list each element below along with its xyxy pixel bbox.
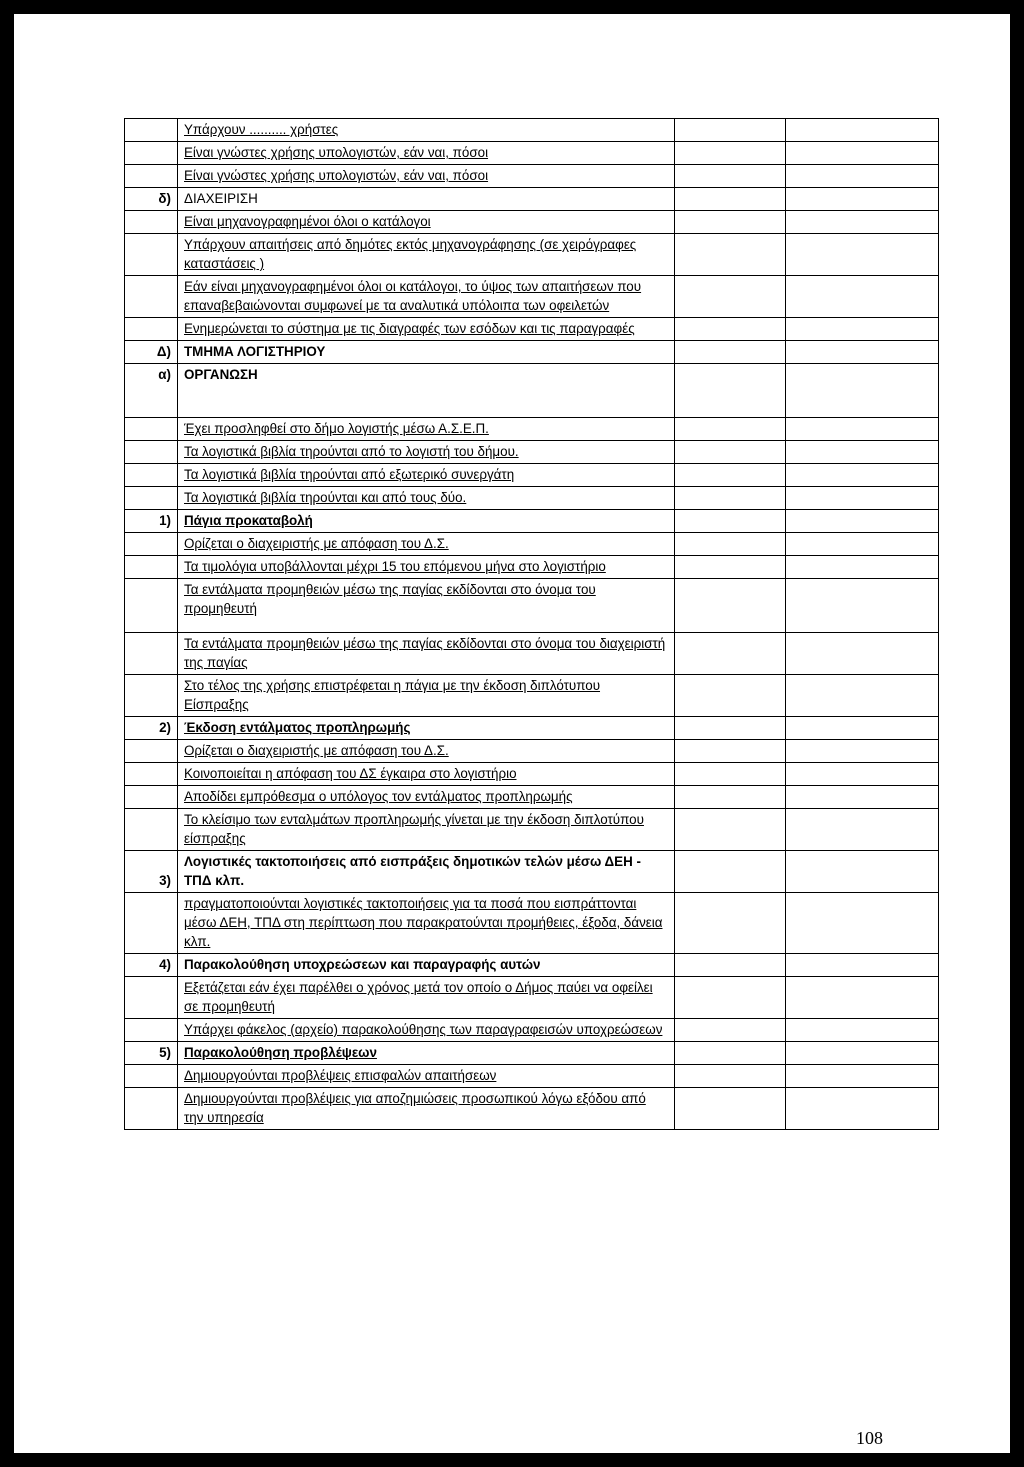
answer-cell <box>675 211 786 234</box>
table-row <box>125 977 939 1019</box>
answer-cell <box>675 276 786 318</box>
row-description: Παρακολούθηση υποχρεώσεων και παραγραφής αυτών <box>178 954 675 977</box>
remarks-cell <box>786 341 939 364</box>
row-number <box>125 464 178 487</box>
row-description: Ορίζεται ο διαχειριστής με απόφαση του Δ.Σ. <box>178 533 675 556</box>
row-description: Λογιστικές τακτοποιήσεις από εισπράξεις δημοτικών τελών μέσω ΔΕΗ - ΤΠΔ κλπ. <box>178 851 675 893</box>
table-row <box>125 763 939 786</box>
answer-cell <box>675 188 786 211</box>
answer-cell <box>675 441 786 464</box>
answer-cell <box>675 364 786 418</box>
row-number: 3) <box>125 851 178 893</box>
row-description: Αποδίδει εμπρόθεσμα ο υπόλογος τον εντάλματος προπληρωμής <box>178 786 675 809</box>
row-description: Τα εντάλματα προμηθειών μέσω της παγίας εκδίδονται στο όνομα του προμηθευτή <box>178 579 675 633</box>
row-description: Ενημερώνεται το σύστημα με τις διαγραφές των εσόδων και τις παραγραφές <box>178 318 675 341</box>
remarks-cell <box>786 556 939 579</box>
table-row <box>125 341 939 364</box>
remarks-cell <box>786 318 939 341</box>
row-description: Δημιουργούνται προβλέψεις επισφαλών απαιτήσεων <box>178 1065 675 1088</box>
row-number <box>125 142 178 165</box>
row-number <box>125 556 178 579</box>
answer-cell <box>675 119 786 142</box>
row-number <box>125 487 178 510</box>
answer-cell <box>675 341 786 364</box>
row-number <box>125 533 178 556</box>
remarks-cell <box>786 633 939 675</box>
answer-cell <box>675 418 786 441</box>
table-row <box>125 1042 939 1065</box>
document-page <box>14 14 1010 1453</box>
row-description: Έκδοση εντάλματος προπληρωμής <box>178 717 675 740</box>
remarks-cell <box>786 1019 939 1042</box>
remarks-cell <box>786 441 939 464</box>
row-description: Κοινοποιείται η απόφαση του ΔΣ έγκαιρα στο λογιστήριο <box>178 763 675 786</box>
answer-cell <box>675 786 786 809</box>
remarks-cell <box>786 786 939 809</box>
row-number <box>125 977 178 1019</box>
row-description: Είναι γνώστες χρήσης υπολογιστών, εάν ναι, πόσοι <box>178 165 675 188</box>
table-row <box>125 119 939 142</box>
row-number <box>125 119 178 142</box>
remarks-cell <box>786 119 939 142</box>
row-number <box>125 318 178 341</box>
remarks-cell <box>786 464 939 487</box>
remarks-cell <box>786 510 939 533</box>
answer-cell <box>675 675 786 717</box>
row-number <box>125 809 178 851</box>
answer-cell <box>675 1019 786 1042</box>
table-row <box>125 364 939 418</box>
row-description: πραγματοποιούνται λογιστικές τακτοποιήσεις για τα ποσά που εισπράττονται μέσω ΔΕΗ, ΤΠΔ στη περίπτωση που παρακρατούνται προμήθειες, έξοδα, δάνεια κλπ. <box>178 893 675 954</box>
table-row <box>125 1065 939 1088</box>
row-description: Τα λογιστικά βιβλία τηρούνται από εξωτερικό συνεργάτη <box>178 464 675 487</box>
row-number <box>125 893 178 954</box>
table-row <box>125 165 939 188</box>
row-number <box>125 418 178 441</box>
table-row <box>125 234 939 276</box>
row-description: Ορίζεται ο διαχειριστής με απόφαση του Δ.Σ. <box>178 740 675 763</box>
page-number: 108 <box>856 1428 883 1448</box>
row-number <box>125 165 178 188</box>
answer-cell <box>675 1065 786 1088</box>
remarks-cell <box>786 1065 939 1088</box>
remarks-cell <box>786 977 939 1019</box>
answer-cell <box>675 763 786 786</box>
remarks-cell <box>786 234 939 276</box>
remarks-cell <box>786 276 939 318</box>
answer-cell <box>675 234 786 276</box>
row-description: Εάν είναι μηχανογραφημένοι όλοι οι κατάλογοι, το ύψος των απαιτήσεων που επαναβεβαιώνονται συμφωνεί με τα αναλυτικά υπόλοιπα των οφειλετών <box>178 276 675 318</box>
row-description: Είναι μηχανογραφημένοι όλοι ο κατάλογοι <box>178 211 675 234</box>
table-row <box>125 786 939 809</box>
row-number: δ) <box>125 188 178 211</box>
table-row <box>125 418 939 441</box>
row-description: Τα εντάλματα προμηθειών μέσω της παγίας εκδίδονται στο όνομα του διαχειριστή της παγίας <box>178 633 675 675</box>
remarks-cell <box>786 364 939 418</box>
answer-cell <box>675 1042 786 1065</box>
remarks-cell <box>786 579 939 633</box>
row-description: Στο τέλος της χρήσης επιστρέφεται η πάγια με την έκδοση διπλότυπου Είσπραξης <box>178 675 675 717</box>
answer-cell <box>675 954 786 977</box>
remarks-cell <box>786 211 939 234</box>
answer-cell <box>675 893 786 954</box>
answer-cell <box>675 142 786 165</box>
row-number <box>125 763 178 786</box>
table-row <box>125 510 939 533</box>
answer-cell <box>675 579 786 633</box>
remarks-cell <box>786 188 939 211</box>
row-number <box>125 579 178 633</box>
remarks-cell <box>786 954 939 977</box>
remarks-cell <box>786 165 939 188</box>
row-description: Έχει προσληφθεί στο δήμο λογιστής μέσω Α.Σ.Ε.Π. <box>178 418 675 441</box>
answer-cell <box>675 556 786 579</box>
table-row <box>125 533 939 556</box>
table-row <box>125 1088 939 1130</box>
answer-cell <box>675 633 786 675</box>
remarks-cell <box>786 142 939 165</box>
table-row <box>125 464 939 487</box>
answer-cell <box>675 510 786 533</box>
row-number <box>125 441 178 464</box>
row-description: Εξετάζεται εάν έχει παρέλθει ο χρόνος μετά τον οποίο ο Δήμος παύει να οφείλει σε προμηθευτή <box>178 977 675 1019</box>
remarks-cell <box>786 1088 939 1130</box>
row-number <box>125 1065 178 1088</box>
answer-cell <box>675 318 786 341</box>
row-description: Υπάρχει φάκελος (αρχείο) παρακολούθησης των παραγραφεισών υποχρεώσεων <box>178 1019 675 1042</box>
answer-cell <box>675 740 786 763</box>
answer-cell <box>675 851 786 893</box>
row-number: 4) <box>125 954 178 977</box>
row-number: α) <box>125 364 178 418</box>
row-description: Τα τιμολόγια υποβάλλονται μέχρι 15 του επόμενου μήνα στο λογιστήριο <box>178 556 675 579</box>
table-row <box>125 579 939 633</box>
row-description: Πάγια προκαταβολή <box>178 510 675 533</box>
table-row <box>125 717 939 740</box>
row-description: ΟΡΓΑΝΩΣΗ <box>178 364 675 418</box>
remarks-cell <box>786 740 939 763</box>
row-description: ΔΙΑΧΕΙΡΙΣΗ <box>178 188 675 211</box>
row-description: Παρακολούθηση προβλέψεων <box>178 1042 675 1065</box>
table-row <box>125 142 939 165</box>
remarks-cell <box>786 1042 939 1065</box>
remarks-cell <box>786 675 939 717</box>
table-row <box>125 809 939 851</box>
row-number <box>125 1088 178 1130</box>
table-row <box>125 487 939 510</box>
remarks-cell <box>786 763 939 786</box>
row-description: Το κλείσιμο των ενταλμάτων προπληρωμής γίνεται με την έκδοση διπλοτύπου είσπραξης <box>178 809 675 851</box>
table-row <box>125 211 939 234</box>
answer-cell <box>675 464 786 487</box>
row-number: 2) <box>125 717 178 740</box>
answer-cell <box>675 717 786 740</box>
answer-cell <box>675 487 786 510</box>
row-number <box>125 633 178 675</box>
table-row <box>125 1019 939 1042</box>
row-number <box>125 786 178 809</box>
remarks-cell <box>786 487 939 510</box>
row-number: 1) <box>125 510 178 533</box>
remarks-cell <box>786 851 939 893</box>
row-description: Δημιουργούνται προβλέψεις για αποζημιώσεις προσωπικού λόγω εξόδου από την υπηρεσία <box>178 1088 675 1130</box>
table-row <box>125 675 939 717</box>
table-row <box>125 188 939 211</box>
row-description: Τα λογιστικά βιβλία τηρούνται και από τους δύο. <box>178 487 675 510</box>
row-description: ΤΜΗΜΑ ΛΟΓΙΣΤΗΡΙΟΥ <box>178 341 675 364</box>
checklist-table <box>124 118 939 1130</box>
table-row <box>125 633 939 675</box>
answer-cell <box>675 1088 786 1130</box>
row-number <box>125 234 178 276</box>
table-row <box>125 276 939 318</box>
row-number: 5) <box>125 1042 178 1065</box>
answer-cell <box>675 165 786 188</box>
table-row <box>125 893 939 954</box>
table-row <box>125 740 939 763</box>
remarks-cell <box>786 533 939 556</box>
row-number <box>125 675 178 717</box>
row-description: Τα λογιστικά βιβλία τηρούνται από το λογιστή του δήμου. <box>178 441 675 464</box>
row-number <box>125 740 178 763</box>
table-row <box>125 318 939 341</box>
table-row <box>125 556 939 579</box>
row-description: Υπάρχουν απαιτήσεις από δημότες εκτός μηχανογράφησης (σε χειρόγραφες καταστάσεις ) <box>178 234 675 276</box>
answer-cell <box>675 533 786 556</box>
row-number <box>125 211 178 234</box>
row-number <box>125 276 178 318</box>
row-number <box>125 1019 178 1042</box>
remarks-cell <box>786 717 939 740</box>
table-row <box>125 851 939 893</box>
answer-cell <box>675 977 786 1019</box>
row-description: Υπάρχουν .......... χρήστες <box>178 119 675 142</box>
answer-cell <box>675 809 786 851</box>
remarks-cell <box>786 893 939 954</box>
table-row <box>125 441 939 464</box>
row-description: Είναι γνώστες χρήσης υπολογιστών, εάν ναι, πόσοι <box>178 142 675 165</box>
remarks-cell <box>786 418 939 441</box>
remarks-cell <box>786 809 939 851</box>
table-row <box>125 954 939 977</box>
row-number: Δ) <box>125 341 178 364</box>
